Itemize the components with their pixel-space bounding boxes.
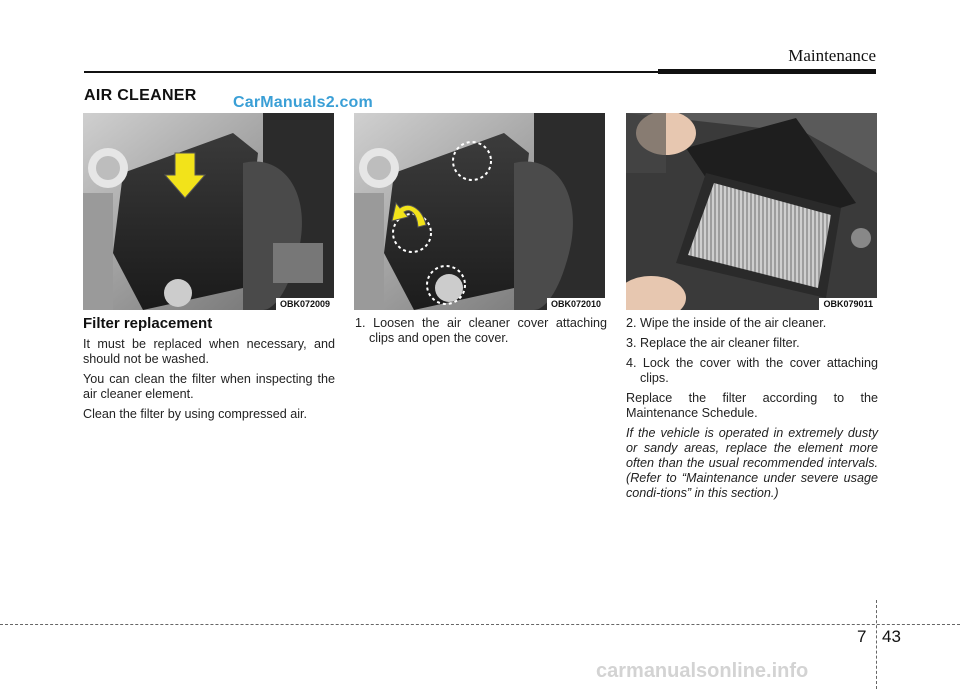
paragraph: Replace the filter according to the Maintenance Schedule. (626, 391, 878, 420)
photo-engine-bay-arrow (83, 113, 334, 310)
column-2 (355, 316, 607, 351)
footer-dashed-line (0, 624, 960, 625)
page-header-title: Maintenance (788, 46, 876, 65)
header-rule-thick (658, 69, 876, 74)
paragraph: It must be replaced when necessary, and should not be washed. (83, 337, 335, 366)
column-1 (83, 316, 335, 427)
subheading-filter-replacement: Filter replacement (83, 315, 213, 332)
watermark-bottom[interactable]: carmanualsonline.info (596, 660, 809, 682)
step-item: 4. Lock the cover with the cover attaching clips. (626, 356, 878, 385)
column-3 (626, 316, 878, 506)
italic-note: If the vehicle is operated in extremely dusty or sandy areas, replace the element more often than the usual recommended intervals. (Refer to “Maintenance under severe usage condi-tions” in this section.) (626, 426, 878, 500)
footer-vertical-divider (876, 600, 877, 689)
step-item: 1. Loosen the air cleaner cover attaching clips and open the cover. (355, 316, 607, 345)
image-code: OBK072009 (276, 298, 334, 310)
chapter-number: 7 (857, 627, 867, 646)
page-number: 43 (882, 627, 901, 646)
photo-filter-replacement (626, 113, 877, 310)
watermark-top[interactable]: CarManuals2.com (233, 94, 373, 111)
step-item: 2. Wipe the inside of the air cleaner. (626, 316, 827, 330)
paragraph: You can clean the filter when inspecting the air cleaner element. (83, 372, 335, 401)
paragraph: Clean the filter by using compressed air. (83, 407, 307, 421)
image-code: OBK072010 (547, 298, 605, 310)
header-rule-thin (84, 71, 658, 73)
photo-engine-bay-clips (354, 113, 605, 310)
image-code: OBK079011 (819, 298, 877, 310)
step-item: 3. Replace the air cleaner filter. (626, 336, 800, 350)
section-title: AIR CLEANER (84, 87, 197, 104)
